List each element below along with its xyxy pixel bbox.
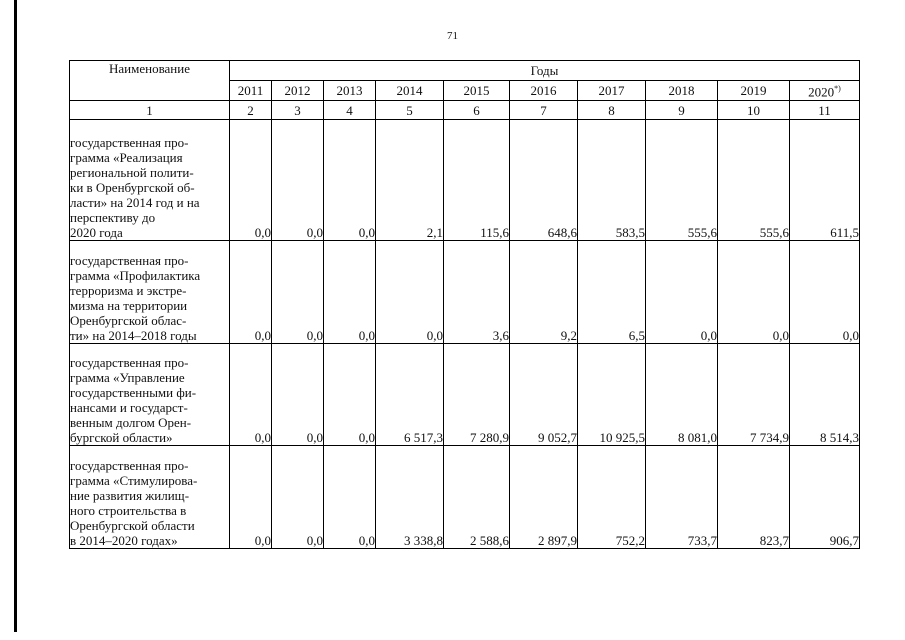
value-cell: 6 517,3 — [376, 344, 444, 446]
value-cell: 9,2 — [510, 241, 578, 344]
left-margin-rule — [14, 0, 17, 632]
value-cell: 0,0 — [790, 241, 860, 344]
value-cell: 0,0 — [376, 241, 444, 344]
program-name: государственная про- грамма «Профилактика терроризма и экстре- мизма на территории Оренбургской облас- ти» на 2014–2018 годы — [70, 241, 230, 344]
years-column-header: Годы — [230, 61, 860, 81]
value-cell: 733,7 — [646, 446, 718, 549]
year-header — [790, 81, 860, 101]
value-cell: 906,7 — [790, 446, 860, 549]
column-number: 11 — [790, 101, 860, 120]
year-header: 2017 — [578, 81, 646, 101]
value-cell: 115,6 — [444, 120, 510, 241]
value-cell: 10 925,5 — [578, 344, 646, 446]
value-cell: 0,0 — [272, 344, 324, 446]
header-row-top — [70, 61, 860, 81]
column-number: 1 — [70, 101, 230, 120]
value-cell: 0,0 — [230, 446, 272, 549]
value-cell: 9 052,7 — [510, 344, 578, 446]
value-cell: 0,0 — [324, 120, 376, 241]
value-cell: 0,0 — [324, 446, 376, 549]
value-cell: 823,7 — [718, 446, 790, 549]
value-cell: 6,5 — [578, 241, 646, 344]
value-cell: 8 081,0 — [646, 344, 718, 446]
year-header: 2013 — [324, 81, 376, 101]
table-row — [70, 344, 860, 446]
column-number: 7 — [510, 101, 578, 120]
column-number: 10 — [718, 101, 790, 120]
program-name: государственная про- грамма «Реализация региональной полити- ки в Оренбургской об- ласти» на 2014 год и на перспективу до 2020 года — [70, 120, 230, 241]
value-cell: 3,6 — [444, 241, 510, 344]
column-number: 9 — [646, 101, 718, 120]
year-header: 2019 — [718, 81, 790, 101]
year-header: 2012 — [272, 81, 324, 101]
value-cell: 0,0 — [230, 344, 272, 446]
year-header: 2014 — [376, 81, 444, 101]
year-header: 2016 — [510, 81, 578, 101]
year-header: 2018 — [646, 81, 718, 101]
value-cell: 0,0 — [230, 120, 272, 241]
column-number: 8 — [578, 101, 646, 120]
column-number: 5 — [376, 101, 444, 120]
column-number: 6 — [444, 101, 510, 120]
year-label: 2020 — [808, 84, 835, 100]
value-cell: 0,0 — [272, 446, 324, 549]
footnote-mark: *) — [834, 84, 841, 94]
year-header: 2015 — [444, 81, 510, 101]
column-number: 3 — [272, 101, 324, 120]
value-cell: 3 338,8 — [376, 446, 444, 549]
page-number: 71 — [447, 30, 458, 42]
value-cell: 0,0 — [324, 241, 376, 344]
value-cell: 2 897,9 — [510, 446, 578, 549]
value-cell: 611,5 — [790, 120, 860, 241]
value-cell: 2,1 — [376, 120, 444, 241]
column-number: 4 — [324, 101, 376, 120]
table-row — [70, 446, 860, 549]
value-cell: 7 734,9 — [718, 344, 790, 446]
program-name: государственная про- грамма «Управление государственными фи- нансами и государст- венным долгом Орен- бургской области» — [70, 344, 230, 446]
value-cell: 0,0 — [230, 241, 272, 344]
program-name: государственная про- грамма «Стимулирова- ние развития жилищ- ного строительства в Оренбургской области в 2014–2020 годах» — [70, 446, 230, 549]
column-number: 2 — [230, 101, 272, 120]
value-cell: 2 588,6 — [444, 446, 510, 549]
value-cell: 555,6 — [718, 120, 790, 241]
name-column-header: Наименование — [70, 61, 230, 101]
value-cell: 8 514,3 — [790, 344, 860, 446]
year-header: 2011 — [230, 81, 272, 101]
table-row — [70, 120, 860, 241]
value-cell: 583,5 — [578, 120, 646, 241]
value-cell: 0,0 — [272, 120, 324, 241]
value-cell: 0,0 — [646, 241, 718, 344]
value-cell: 752,2 — [578, 446, 646, 549]
value-cell: 7 280,9 — [444, 344, 510, 446]
column-number-row — [70, 101, 860, 120]
value-cell: 648,6 — [510, 120, 578, 241]
table-row — [70, 241, 860, 344]
value-cell: 0,0 — [324, 344, 376, 446]
value-cell: 0,0 — [272, 241, 324, 344]
value-cell: 555,6 — [646, 120, 718, 241]
value-cell: 0,0 — [718, 241, 790, 344]
budget-table — [69, 60, 860, 549]
